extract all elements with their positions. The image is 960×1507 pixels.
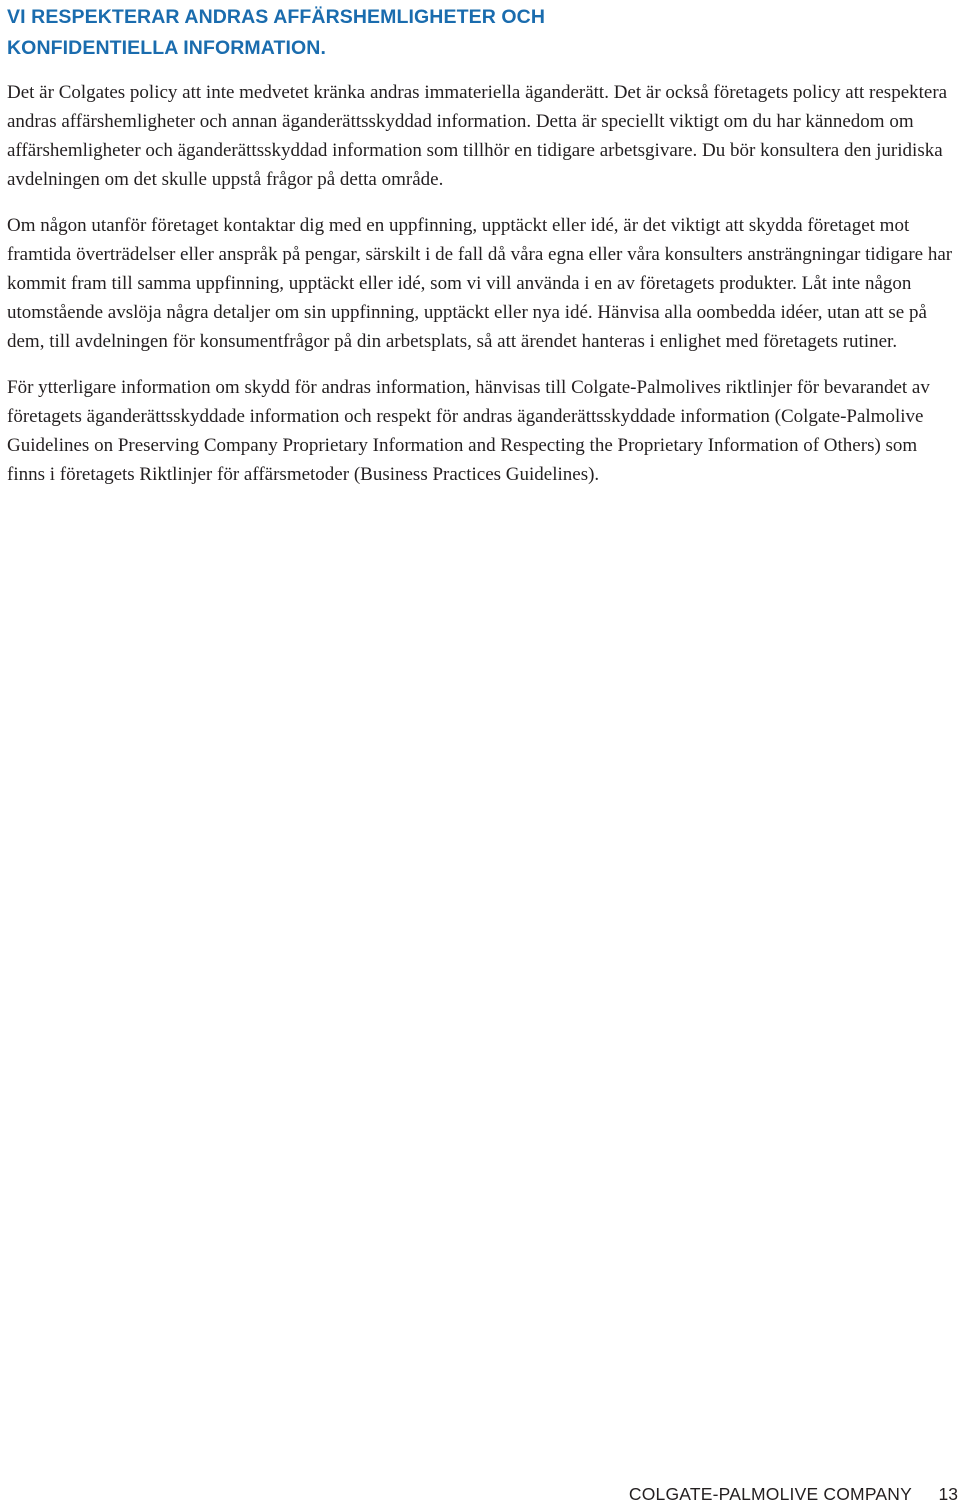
page-number: 13 (938, 1484, 958, 1504)
section-heading-line-2: KONFIDENTIELLA INFORMATION. (7, 37, 327, 59)
footer-company-name: COLGATE-PALMOLIVE COMPANY (628, 1484, 912, 1504)
paragraph-intellectual-property: Det är Colgates policy att inte medvetet kränka andras immateriella äganderätt. Det är också företagets policy att respektera andras affärshemligheter och annan äganderättsskyddad information. Detta är speciellt viktigt om du har kännedom om affärshemligheter och äganderättsskyddad information som tillhör en tidigare arbetsgivare. Du bör konsultera den juridiska avdelningen om det skulle uppstå frågor på detta område. (7, 82, 948, 190)
paragraph-further-information: För ytterligare information om skydd för andras information, hänvisas till Colgate-Palmolives riktlinjer för bevarandet av företagets äganderättsskyddade information och respekt för andras äganderättsskyddade information (Colgate-Palmolive Guidelines on Preserving Company Proprietary Information and Respecting the Proprietary Information of Others) som finns i företagets Riktlinjer för affärsmetoder (Business Practices Guidelines). (7, 377, 930, 485)
document-page (7, 0, 957, 489)
section-heading (7, 0, 957, 64)
section-heading-line-1: VI RESPEKTERAR ANDRAS AFFÄRSHEMLIGHETER OCH (7, 6, 546, 28)
page-footer (0, 1481, 960, 1507)
paragraph-outside-inventions: Om någon utanför företaget kontaktar dig med en uppfinning, upptäckt eller idé, är det viktigt att skydda företaget mot framtida överträdelser eller anspråk på pengar, särskilt i de fall då våra egna eller våra konsulters ansträngningar tidigare har kommit fram till samma uppfinning, upptäckt eller idé, som vi vill använda i en av företagets produkter. Låt inte någon utomstående avslöja några detaljer om sin uppfinning, upptäckt eller nya idé. Hänvisa alla oombedda idéer, utan att se på dem, till avdelningen för konsumentfrågor på din arbetsplats, så att ärendet hanteras i enlighet med företagets rutiner. (7, 215, 953, 352)
